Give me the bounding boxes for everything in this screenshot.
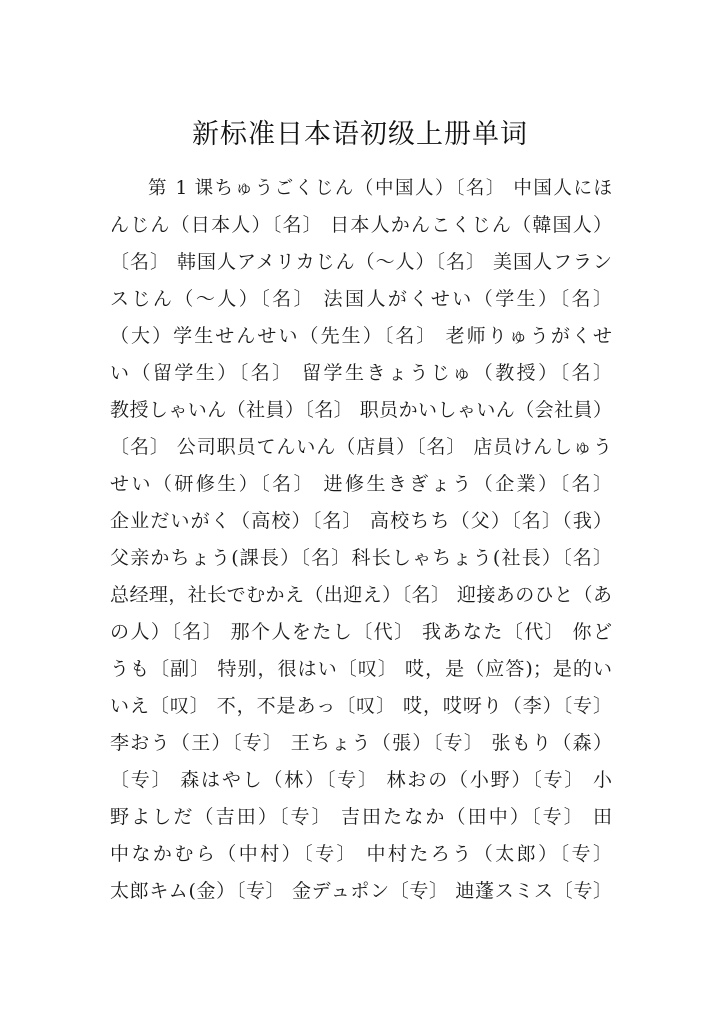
text-line: 企业だいがく（高校）〔名〕 高校ちち（父）〔名〕（我）	[110, 510, 612, 532]
text-line: い（留学生）〔名〕 留学生きょうじゅ（教授）〔名〕	[110, 362, 612, 384]
text-line: いえ〔叹〕 不，不是あっ〔叹〕 哎，哎呀り（李）〔专〕	[110, 695, 612, 717]
text-line: せい（研修生）〔名〕 进修生きぎょう（企業）〔名〕	[110, 473, 612, 495]
vocabulary-paragraph	[110, 170, 612, 910]
text-line: 〔名〕 公司职员てんいん（店員）〔名〕 店员けんしゅう	[110, 436, 612, 458]
text-line: 野よしだ（吉田）〔专〕 吉田たなか（田中）〔专〕 田	[110, 806, 612, 828]
text-line: スじん（～人）〔名〕 法国人がくせい（学生）〔名〕	[110, 288, 612, 310]
text-line: 李おう（王）〔专〕 王ちょう（張）〔专〕 张もり（森）	[110, 732, 612, 754]
text-line: 〔专〕 森はやし（林）〔专〕 林おの（小野）〔专〕 小	[110, 769, 612, 791]
text-line: 〔名〕 韩国人アメリカじん（～人）〔名〕 美国人フラン	[110, 251, 612, 273]
document-title: 新标准日本语初级上册单词	[192, 119, 528, 150]
text-line: うも〔副〕 特别，很はい〔叹〕 哎，是（应答)；是的い	[110, 658, 612, 680]
text-line: の人）〔名〕 那个人をたし〔代〕 我あなた〔代〕 你ど	[110, 621, 612, 643]
text-line: 中なかむら（中村）〔专〕 中村たろう（太郎）〔专〕	[110, 843, 612, 865]
text-line: 父亲かちょう(課長）〔名〕科长しゃちょう(社長）〔名〕	[110, 547, 612, 569]
text-line: 教授しゃいん（社員）〔名〕 职员かいしゃいん（会社員）	[110, 399, 612, 421]
text-line: んじん（日本人）〔名〕 日本人かんこくじん（韓国人）	[110, 214, 612, 236]
text-line: （大）学生せんせい（先生）〔名〕 老师りゅうがくせ	[110, 325, 612, 347]
text-line: 太郎キム(金）〔专〕 金デュポン〔专〕 迪蓬スミス〔专〕	[110, 880, 612, 902]
text-line: 第 1 课ちゅうごくじん（中国人）〔名〕 中国人にほ	[148, 178, 612, 199]
text-line: 总经理，社长でむかえ（出迎え）〔名〕 迎接あのひと（あ	[110, 584, 612, 606]
